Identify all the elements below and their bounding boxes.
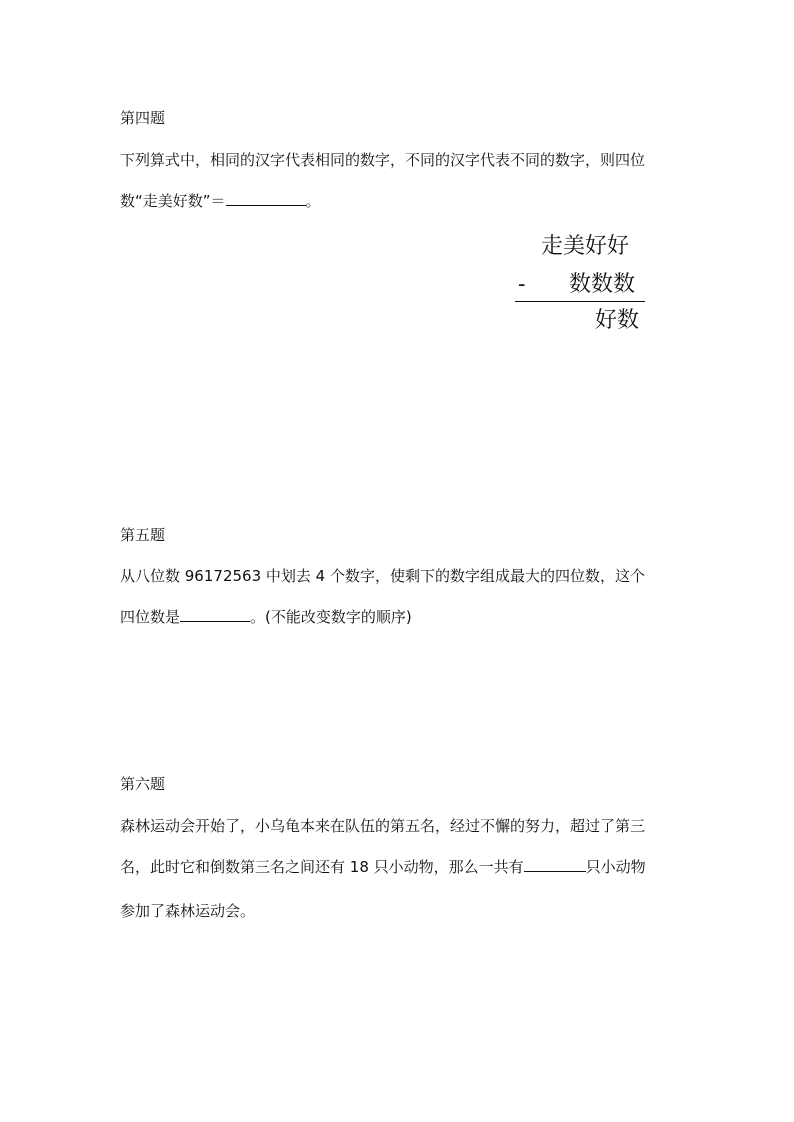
q5-answer-blank[interactable]	[180, 607, 250, 622]
q4-vertical-top-row: 走美好好	[541, 234, 630, 259]
q4-vertical-middle-row: 数数数	[569, 272, 636, 297]
q5-heading: 第五题	[120, 526, 166, 544]
q5-text-line2-a: 四位数是	[120, 608, 181, 626]
q5-text-line1: 从八位数 96172563 中划去 4 个数字，使剩下的数字组成最大的四位数，这个	[120, 567, 645, 585]
q6-text-line2-a: 名，此时它和倒数第三名之间还有 18 只小动物，那么一共有	[120, 858, 524, 876]
q6-text-line1: 森林运动会开始了，小乌龟本来在队伍的第五名，经过不懈的努力，超过了第三	[120, 817, 646, 835]
q6-text-line3: 参加了森林运动会。	[120, 902, 256, 920]
q4-text-line2-a: 数“走美好数”＝	[120, 192, 226, 210]
q6-text-line2-b: 只小动物	[585, 858, 646, 876]
q4-heading: 第四题	[120, 109, 166, 127]
q6-text-line2	[120, 857, 646, 877]
q4-text-line1: 下列算式中，相同的汉字代表相同的数字，不同的汉字代表不同的数字，则四位	[120, 151, 646, 169]
q4-vertical-minus-sign: -	[518, 272, 526, 297]
q6-heading: 第六题	[120, 775, 166, 793]
q4-vertical-result-row: 好数	[595, 308, 640, 333]
q4-answer-blank[interactable]	[226, 191, 306, 206]
q4-vertical-rule	[515, 301, 645, 302]
q5-text-line2	[120, 607, 412, 627]
q6-answer-blank[interactable]	[524, 857, 586, 872]
q5-text-line2-b: 。(不能改变数字的顺序)	[250, 608, 412, 626]
q4-text-line2	[120, 191, 321, 211]
q4-text-line2-b: 。	[305, 192, 321, 210]
